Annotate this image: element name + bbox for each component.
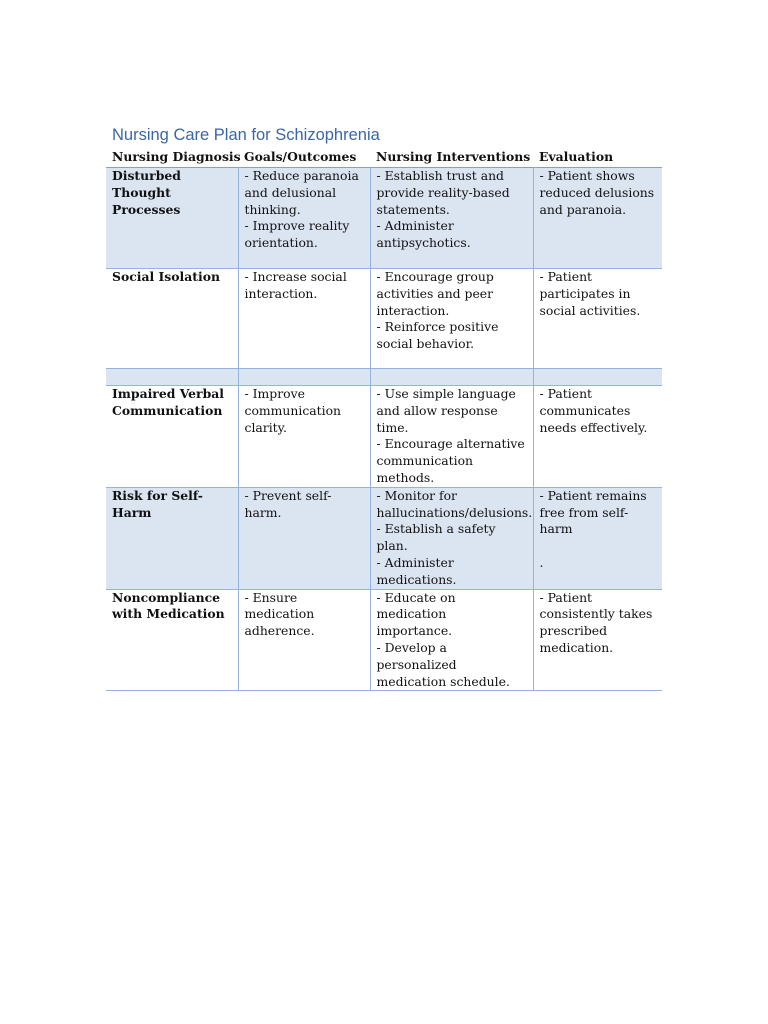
evaluation-cell: - Patient remains free from self-harm . [533,487,662,589]
evaluation-cell: - Patient participates in social activities. [533,269,662,369]
header-nursing-interventions: Nursing Interventions [370,148,533,168]
evaluation-cell: - Patient communicates needs effectively. [533,386,662,488]
table-header-row [106,148,662,168]
header-goals-outcomes: Goals/Outcomes [238,148,370,168]
table-row [106,386,662,488]
interventions-cell: - Encourage group activities and peer interaction. - Reinforce positive social behavior. [370,269,533,369]
evaluation-cell: - Patient consistently takes prescribed medication. [533,589,662,691]
goals-cell: - Improve communication clarity. [238,386,370,488]
evaluation-cell: - Patient shows reduced delusions and paranoia. [533,168,662,269]
empty-cell [533,369,662,386]
page-title: Nursing Care Plan for Schizophrenia [112,126,380,144]
diagnosis-cell: Social Isolation [106,269,238,369]
table-row [106,168,662,269]
diagnosis-cell: Disturbed Thought Processes [106,168,238,269]
goals-cell: - Prevent self-harm. [238,487,370,589]
empty-cell [106,369,238,386]
goals-cell: - Reduce paranoia and delusional thinking. - Improve reality orientation. [238,168,370,269]
table-row [106,589,662,691]
interventions-cell: - Establish trust and provide reality-based statements. - Administer antipsychotics. [370,168,533,269]
interventions-cell: - Use simple language and allow response time. - Encourage alternative communication methods. [370,386,533,488]
diagnosis-cell: Noncompliance with Medication [106,589,238,691]
table-row-empty [106,369,662,386]
interventions-cell: - Monitor for hallucinations/delusions. - Establish a safety plan. - Administer medications. [370,487,533,589]
goals-cell: - Increase social interaction. [238,269,370,369]
interventions-cell: - Educate on medication importance. - Develop a personalized medication schedule. [370,589,533,691]
diagnosis-cell: Impaired Verbal Communication [106,386,238,488]
empty-cell [370,369,533,386]
goals-cell: - Ensure medication adherence. [238,589,370,691]
diagnosis-cell: Risk for Self-Harm [106,487,238,589]
care-plan-table [106,148,662,691]
header-nursing-diagnosis: Nursing Diagnosis [106,148,238,168]
header-evaluation: Evaluation [533,148,662,168]
table-row [106,487,662,589]
empty-cell [238,369,370,386]
table-row [106,269,662,369]
